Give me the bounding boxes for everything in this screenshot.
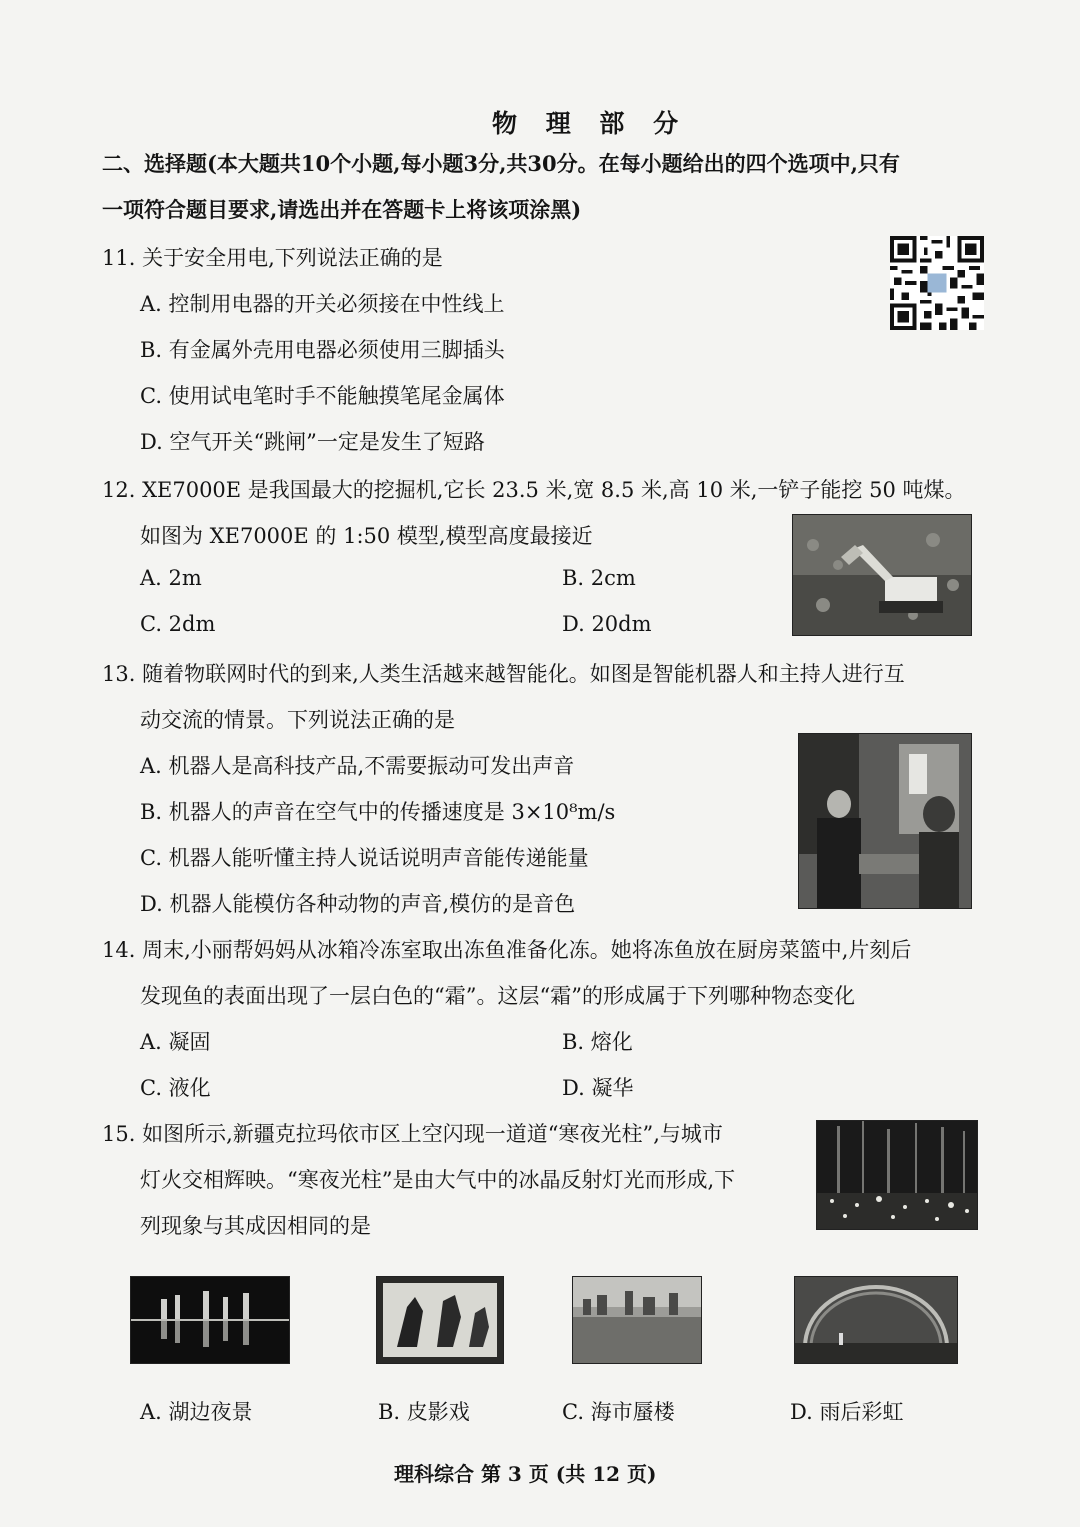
q11-option-b: B. 有金属外壳用电器必须使用三脚插头 bbox=[140, 338, 505, 362]
q13-stem-line2: 动交流的情景。下列说法正确的是 bbox=[140, 708, 455, 732]
q11-option-c: C. 使用试电笔时手不能触摸笔尾金属体 bbox=[140, 384, 505, 408]
q12-option-c: C. 2dm bbox=[140, 612, 216, 636]
q14-option-d: D. 凝华 bbox=[562, 1076, 634, 1100]
q12-option-b: B. 2cm bbox=[562, 566, 636, 590]
q13-option-d: D. 机器人能模仿各种动物的声音,模仿的是音色 bbox=[140, 892, 576, 916]
page-title: 物 理 部 分 bbox=[492, 109, 689, 138]
option-d-caption: D. 雨后彩虹 bbox=[790, 1400, 904, 1424]
light-pillars-photo bbox=[816, 1120, 978, 1230]
option-a-caption: A. 湖边夜景 bbox=[140, 1400, 253, 1424]
option-b-caption: B. 皮影戏 bbox=[378, 1400, 470, 1424]
q15-stem-line1: 15. 如图所示,新疆克拉玛依市区上空闪现一道道“寒夜光柱”,与城市 bbox=[102, 1122, 723, 1146]
q12-stem-line1: 12. XE7000E 是我国最大的挖掘机,它长 23.5 米,宽 8.5 米,高 10 米,一铲子能挖 50 吨煤。 bbox=[102, 478, 966, 502]
option-c-mirage-photo bbox=[572, 1276, 702, 1364]
option-b-shadow-play-photo bbox=[376, 1276, 504, 1364]
q11-option-d: D. 空气开关“跳闸”一定是发生了短路 bbox=[140, 430, 485, 454]
qr-code bbox=[890, 236, 984, 330]
robot-host-photo bbox=[798, 733, 972, 909]
q14-option-a: A. 凝固 bbox=[140, 1030, 211, 1054]
q11-option-a: A. 控制用电器的开关必须接在中性线上 bbox=[140, 292, 505, 316]
q12-option-d: D. 20dm bbox=[562, 612, 652, 636]
q13-option-c: C. 机器人能听懂主持人说话说明声音能传递能量 bbox=[140, 846, 589, 870]
q14-option-b: B. 熔化 bbox=[562, 1030, 633, 1054]
q15-stem-line3: 列现象与其成因相同的是 bbox=[140, 1214, 371, 1238]
q13-stem-line1: 13. 随着物联网时代的到来,人类生活越来越智能化。如图是智能机器人和主持人进行互 bbox=[102, 662, 905, 686]
q15-stem-line2: 灯火交相辉映。“寒夜光柱”是由大气中的冰晶反射灯光而形成,下 bbox=[140, 1168, 736, 1192]
page-footer: 理科综合 第 3 页 (共 12 页) bbox=[394, 1462, 657, 1486]
section-heading-line2: 一项符合题目要求,请选出并在答题卡上将该项涂黑) bbox=[102, 197, 582, 222]
q14-stem-line2: 发现鱼的表面出现了一层白色的“霜”。这层“霜”的形成属于下列哪种物态变化 bbox=[140, 984, 855, 1008]
section-heading-line1: 二、选择题(本大题共10个小题,每小题3分,共30分。在每小题给出的四个选项中,只有 bbox=[102, 151, 900, 176]
q12-stem-line2: 如图为 XE7000E 的 1:50 模型,模型高度最接近 bbox=[140, 524, 593, 548]
option-a-lakeside-night-photo bbox=[130, 1276, 290, 1364]
q13-option-b: B. 机器人的声音在空气中的传播速度是 3×10⁸m/s bbox=[140, 800, 616, 824]
q14-option-c: C. 液化 bbox=[140, 1076, 211, 1100]
excavator-model-photo bbox=[792, 514, 972, 636]
q14-stem-line1: 14. 周末,小丽帮妈妈从冰箱冷冻室取出冻鱼准备化冻。她将冻鱼放在厨房菜篮中,片刻后 bbox=[102, 938, 912, 962]
option-c-caption: C. 海市蜃楼 bbox=[562, 1400, 675, 1424]
q12-option-a: A. 2m bbox=[140, 566, 202, 590]
q11-stem: 11. 关于安全用电,下列说法正确的是 bbox=[102, 246, 443, 270]
option-d-rainbow-photo bbox=[794, 1276, 958, 1364]
q13-option-a: A. 机器人是高科技产品,不需要振动可发出声音 bbox=[140, 754, 575, 778]
